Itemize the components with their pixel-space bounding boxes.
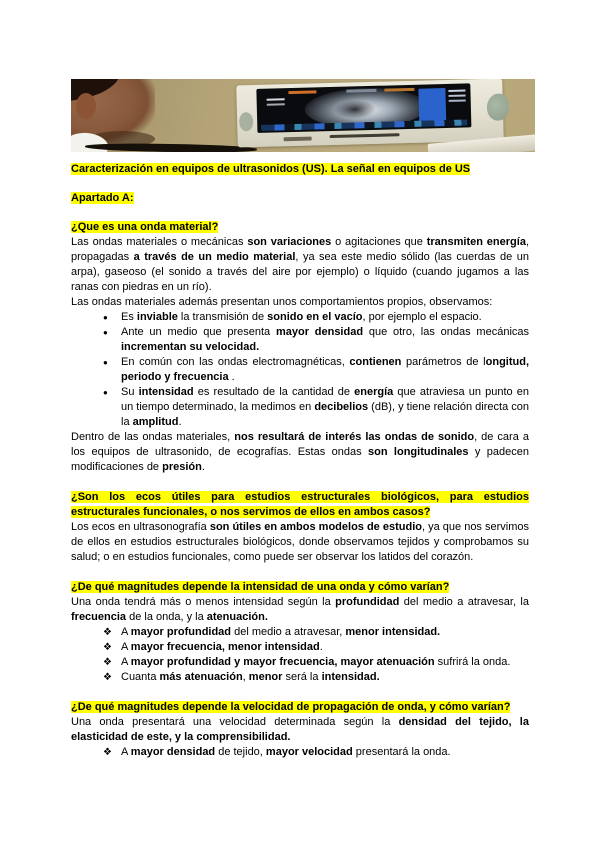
section-heading-apartado-a: Apartado A:	[71, 192, 134, 204]
paragraph-waves-behaviors-intro: Las ondas materiales además presentan unos comportamientos propios, observamos:	[71, 296, 493, 308]
list-item: ● Su intensidad es resultado de la cantidad de energía que atraviesa un punto en un tiempo determinado, la medimos en decibelios (dB), y tiene relación directa con la amplitud.	[103, 386, 529, 428]
paragraph-sound-waves-interest: Dentro de las ondas materiales, nos resultará de interés las ondas de sonido, de cara a los equipos de ultrasonido, de ecografías. Estas ondas son longitudinales y padecen modificaciones de presión.	[71, 431, 529, 473]
paragraph-velocity-answer: Una onda presentará una velocidad determinada según la densidad del tejido, la elasticidad de este, y la comprensibilidad.	[71, 716, 529, 743]
document-body	[71, 79, 529, 760]
thumbnail-strip	[261, 119, 467, 130]
right-knob	[487, 93, 510, 121]
diamond-bullet-icon: ❖	[103, 672, 112, 683]
diamond-bullet-icon: ❖	[103, 747, 112, 758]
ultrasound-monitor	[236, 79, 504, 147]
dark-edge-shadow	[85, 142, 257, 152]
list-item: ● Ante un medio que presenta mayor densidad que otro, las ondas mecánicas incrementan su velocidad.	[103, 326, 530, 353]
ultrasound-machine-photo	[71, 79, 535, 152]
question-1-heading: ¿Que es una onda material?	[71, 221, 219, 233]
question-4-heading: ¿De qué magnitudes depende la velocidad de propagación de onda, y cómo varían?	[71, 701, 511, 713]
question-3-heading: ¿De qué magnitudes depende la intensidad de una onda y cómo varían?	[71, 581, 450, 593]
paragraph-waves-definition: Las ondas materiales o mecánicas son variaciones o agitaciones que transmiten energía, propagadas a través de un medio material, ya sea este medio sólido (las cuerdas de un arpa), gaseoso (el sonido a través del aire por ejemplo) o líquido (cuando jugamos a las ranas con piedras en un río).	[71, 236, 529, 293]
list-item: ● Es inviable la transmisión de sonido en el vacío, por ejemplo el espacio.	[103, 311, 482, 323]
list-item: ❖ Cuanta más atenuación, menor será la intensidad.	[103, 671, 380, 683]
list-item: ❖ A mayor profundidad del medio a atravesar, menor intensidad.	[103, 626, 441, 638]
speaker-slot	[330, 133, 400, 138]
list-item: ❖ A mayor densidad de tejido, mayor velocidad presentará la onda.	[103, 746, 451, 758]
ultrasound-screen	[256, 83, 471, 133]
diamond-bullet-icon: ❖	[103, 627, 112, 638]
list-item: ❖ A mayor frecuencia, menor intensidad.	[103, 641, 323, 653]
diamond-bullet-icon: ❖	[103, 657, 112, 668]
disc-bullet-icon: ●	[103, 328, 108, 337]
paragraph-echoes-answer: Los ecos en ultrasonografía son útiles en ambos modelos de estudio, ya que nos servimos de ellos en estudios estructurales biológicos, donde observamos tejidos y comprobamos su salud; o en estudios funcionales, como puede ser observar los latidos del corazón.	[71, 521, 530, 563]
screen-label-text	[267, 98, 285, 100]
screen-menu-panel	[418, 88, 446, 122]
patient-ear	[76, 93, 96, 119]
velocity-factors-list	[71, 745, 529, 760]
disc-bullet-icon: ●	[103, 358, 108, 367]
wave-properties-list	[71, 310, 529, 430]
disc-bullet-icon: ●	[103, 388, 108, 397]
document-title: Caracterización en equipos de ultrasonidos (US). La señal en equipos de US	[71, 163, 471, 175]
list-item: ● En común con las ondas electromagnéticas, contienen parámetros de longitud, periodo y frecuencia .	[103, 356, 529, 383]
diamond-bullet-icon: ❖	[103, 642, 112, 653]
question-2-heading: ¿Son los ecos útiles para estudios estructurales biológicos, para estudios estructurales funcionales, o nos servimos de ellos en ambos casos?	[71, 491, 529, 518]
intensity-factors-list	[71, 625, 529, 685]
list-item: ❖ A mayor profundidad y mayor frecuencia, mayor atenuación sufrirá la onda.	[103, 656, 511, 668]
paragraph-intensity-answer: Una onda tendrá más o menos intensidad según la profundidad del medio a atravesar, la frecuencia de la onda, y la atenuación.	[71, 596, 529, 623]
left-knob	[239, 112, 253, 131]
screen-status-text	[288, 90, 316, 94]
disc-bullet-icon: ●	[103, 313, 108, 322]
screen-topbar-text	[384, 88, 414, 92]
screen-menu-text	[448, 89, 465, 91]
brand-logo	[284, 137, 312, 142]
